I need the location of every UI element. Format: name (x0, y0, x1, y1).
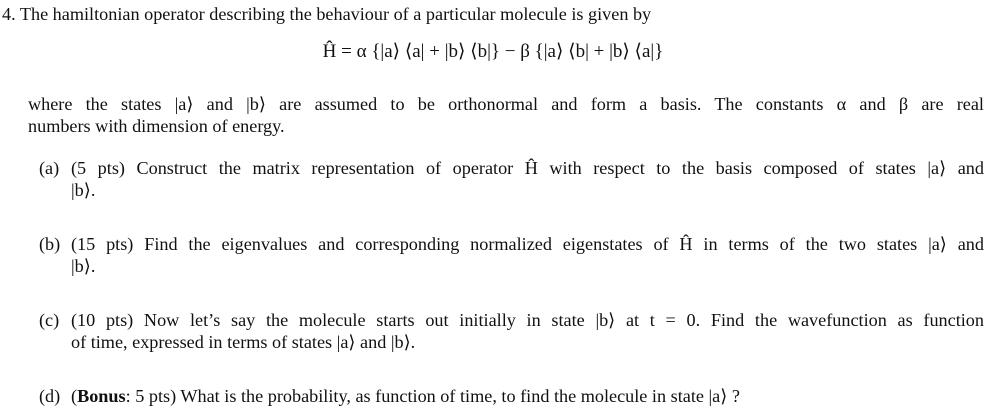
part-label: (b) (39, 234, 61, 254)
part-label: (c) (39, 310, 60, 330)
part-text-line-1: (5 pts) Construct the matrix representation of operator Ĥ with respect to the basis composed of states |a⟩ and (71, 158, 984, 178)
problem-intro: The hamiltonian operator describing the behaviour of a particular molecule is given by (19, 4, 652, 24)
problem-header (2, 3, 651, 25)
part-text-line-2: of time, expressed in terms of states |a⟩ and |b⟩. (71, 332, 416, 352)
part-label: (d) (39, 386, 61, 406)
part-text-line-1: (Bonus: 5 pts) What is the probability, as function of time, to find the molecule in state |a⟩ ? (71, 386, 740, 406)
part-text-line-1: (15 pts) Find the eigenvalues and corresponding normalized eigenstates of Ĥ in terms of the two states |a⟩ and (71, 234, 984, 254)
bonus-label: Bonus (77, 386, 126, 406)
part-text-line-1: (10 pts) Now let’s say the molecule starts out initially in state |b⟩ at t = 0. Find the wavefunction as function (71, 310, 984, 330)
hamiltonian-equation: Ĥ = α {|a⟩ ⟨a| + |b⟩ ⟨b|} − β {|a⟩ ⟨b| + |b⟩ ⟨a|} (322, 41, 664, 62)
part-text-line-2: |b⟩. (71, 180, 96, 200)
description-line-2: numbers with dimension of energy. (28, 116, 285, 136)
part-text-line-2: |b⟩. (71, 256, 96, 276)
part-label: (a) (39, 158, 60, 178)
part-d-text: : 5 pts) What is the probability, as function of time, to find the molecule in state |a⟩ ? (125, 386, 740, 406)
description-line-1: where the states |a⟩ and |b⟩ are assumed to be orthonormal and form a basis. The constants α and β are real (28, 94, 984, 114)
problem-number: 4. (2, 4, 16, 24)
